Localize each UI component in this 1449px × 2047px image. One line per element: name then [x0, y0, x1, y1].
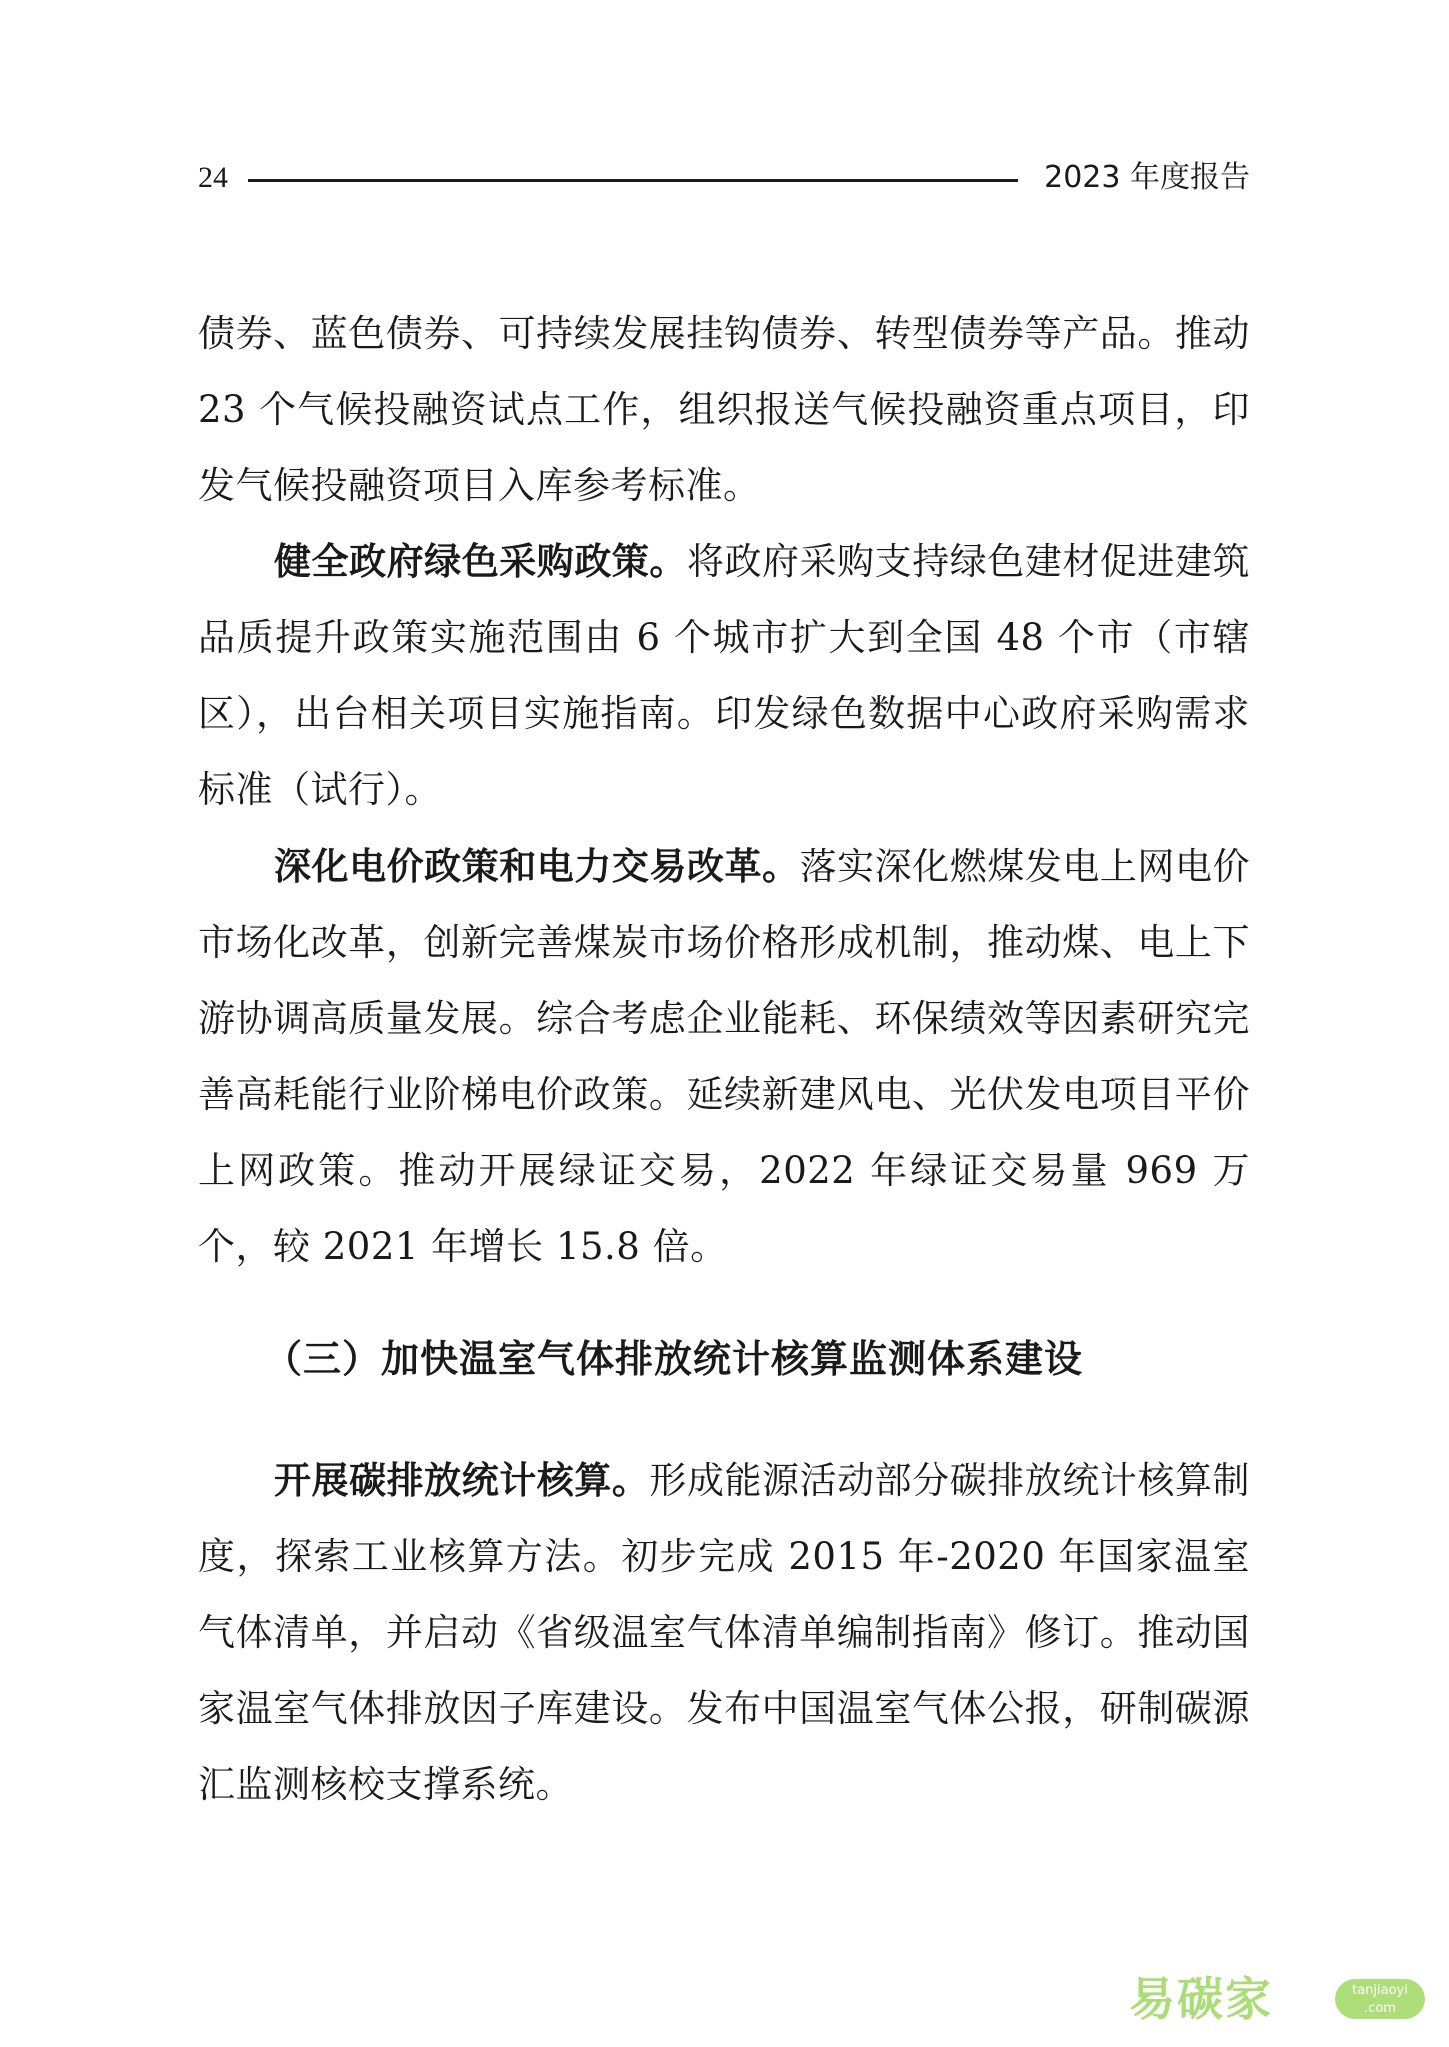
paragraph-block-3	[198, 829, 1250, 1285]
paragraph-lead: 深化电价政策和电力交易改革。	[274, 845, 800, 888]
paragraph-carbon-accounting	[198, 1443, 1250, 1823]
paragraph-text: 将政府采购支持绿色建材促进建筑品质提升政策实施范围由 6 个城市扩大到全国 48 个市（市辖区），出台相关项目实施指南。印发绿色数据中心政府采购需求标准（试行）。	[198, 540, 1251, 811]
paragraph-continuation: 债券、蓝色债券、可持续发展挂钩债券、转型债券等产品。推动 23 个气候投融资试点工作，组织报送气候投融资重点项目，印发气候投融资项目入库参考标准。	[198, 312, 1250, 507]
header-rule	[248, 179, 1018, 182]
page-header	[198, 158, 1250, 198]
watermark-badge-line1: tanjiaoyi	[1352, 1983, 1408, 1998]
paragraph-green-procurement	[198, 524, 1250, 828]
section-heading: （三）加快温室气体排放统计核算监测体系建设	[264, 1337, 1084, 1381]
watermark-logo	[1129, 1969, 1429, 2033]
paragraph-block-1	[198, 296, 1250, 524]
paragraph-text: 形成能源活动部分碳排放统计核算制度，探索工业核算方法。初步完成 2015 年-2020 年国家温室气体清单，并启动《省级温室气体清单编制指南》修订。推动国家温室气体排放因子库建设。发布中国温室气体公报，研制碳源汇监测核校支撑系统。	[198, 1459, 1251, 1806]
watermark-badge	[1335, 1979, 1425, 2019]
watermark-badge-line2: .com	[1364, 2001, 1396, 2016]
paragraph-lead: 健全政府绿色采购政策。	[274, 540, 687, 583]
paragraph-block-4	[198, 1443, 1250, 1823]
watermark-text: 易碳家	[1129, 1972, 1273, 2026]
report-title: 2023 年度报告	[1044, 160, 1250, 195]
paragraph-block-2	[198, 524, 1250, 828]
paragraph-text: 落实深化燃煤发电上网电价市场化改革，创新完善煤炭市场价格形成机制，推动煤、电上下游协调高质量发展。综合考虑企业能耗、环保绩效等因素研究完善高耗能行业阶梯电价政策。延续新建风电、光伏发电项目平价上网政策。推动开展绿证交易，2022 年绿证交易量 969 万个，较 2021 年增长 15.8 倍。	[198, 845, 1251, 1268]
paragraph-lead: 开展碳排放统计核算。	[274, 1459, 650, 1502]
page-number: 24	[198, 161, 228, 194]
paragraph-electricity-pricing	[198, 829, 1250, 1285]
